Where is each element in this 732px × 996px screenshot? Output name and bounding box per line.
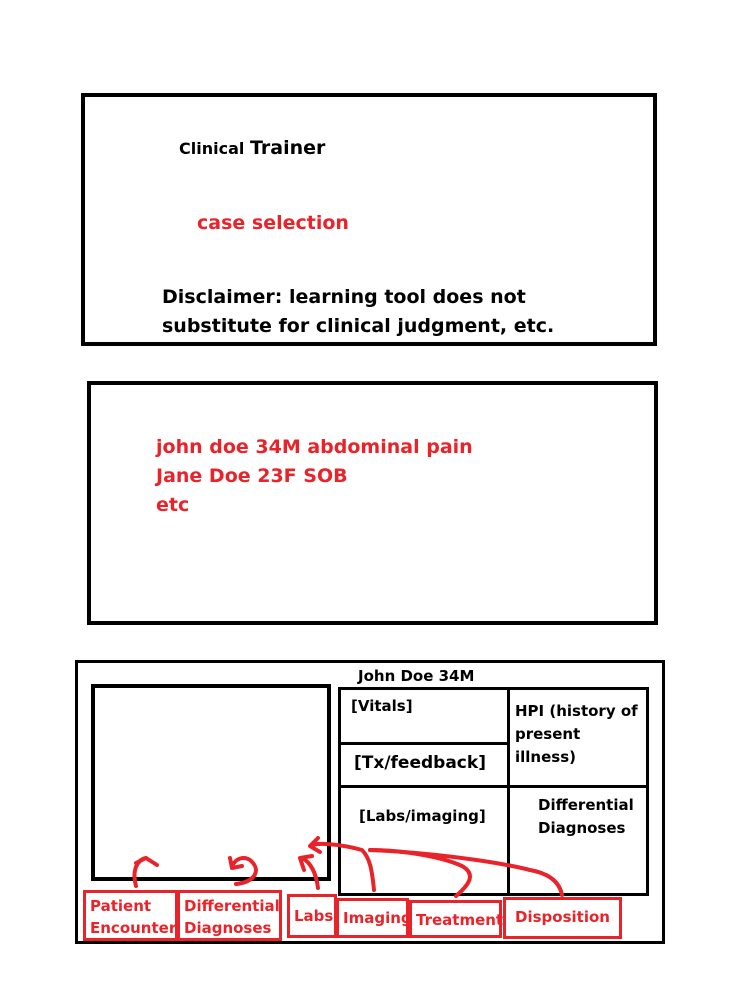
arrow-labs-tab <box>310 838 374 890</box>
tab-differential-line-2: Diagnoses <box>184 919 272 937</box>
labs-imaging-label: [Labs/imaging] <box>359 807 486 825</box>
case-item-jane-doe[interactable]: Jane Doe 23F SOB <box>156 465 348 487</box>
tab-imaging-label: Imaging <box>343 909 412 927</box>
tab-differential-line-1: Differential <box>184 897 280 915</box>
disclaimer-line-1: Disclaimer: learning tool does not <box>162 286 526 308</box>
vitals-label: [Vitals] <box>351 697 413 715</box>
patient-header: John Doe 34M <box>358 667 475 685</box>
tab-disposition-label: Disposition <box>515 908 610 926</box>
arrow-to-patient-view-1 <box>134 858 157 886</box>
tab-treatment-label: Treatment <box>416 911 504 929</box>
hpi-line-3: illness) <box>515 748 576 766</box>
tx-feedback-label: [Tx/feedback] <box>354 753 486 773</box>
app-title-trainer: Trainer <box>250 137 326 159</box>
case-item-etc[interactable]: etc <box>156 494 190 516</box>
case-selection-link[interactable]: case selection <box>197 212 349 234</box>
tab-patient-encounter-line-2: Encounter <box>90 919 177 937</box>
arrow-to-patient-view-3 <box>300 856 318 888</box>
tab-patient-encounter-line-1: Patient <box>90 897 152 915</box>
app-title-clinical: Clinical <box>179 139 245 158</box>
differential-panel-line-1: Differential <box>538 796 634 814</box>
disclaimer-line-2: substitute for clinical judgment, etc. <box>162 315 555 337</box>
tab-labs-label: Labs <box>294 907 334 925</box>
hpi-line-2: present <box>515 725 581 743</box>
differential-panel-line-2: Diagnoses <box>538 819 626 837</box>
hpi-line-1: HPI (history of <box>515 702 638 720</box>
case-item-john-doe[interactable]: john doe 34M abdominal pain <box>156 436 473 458</box>
arrow-to-patient-view-2 <box>230 858 256 884</box>
